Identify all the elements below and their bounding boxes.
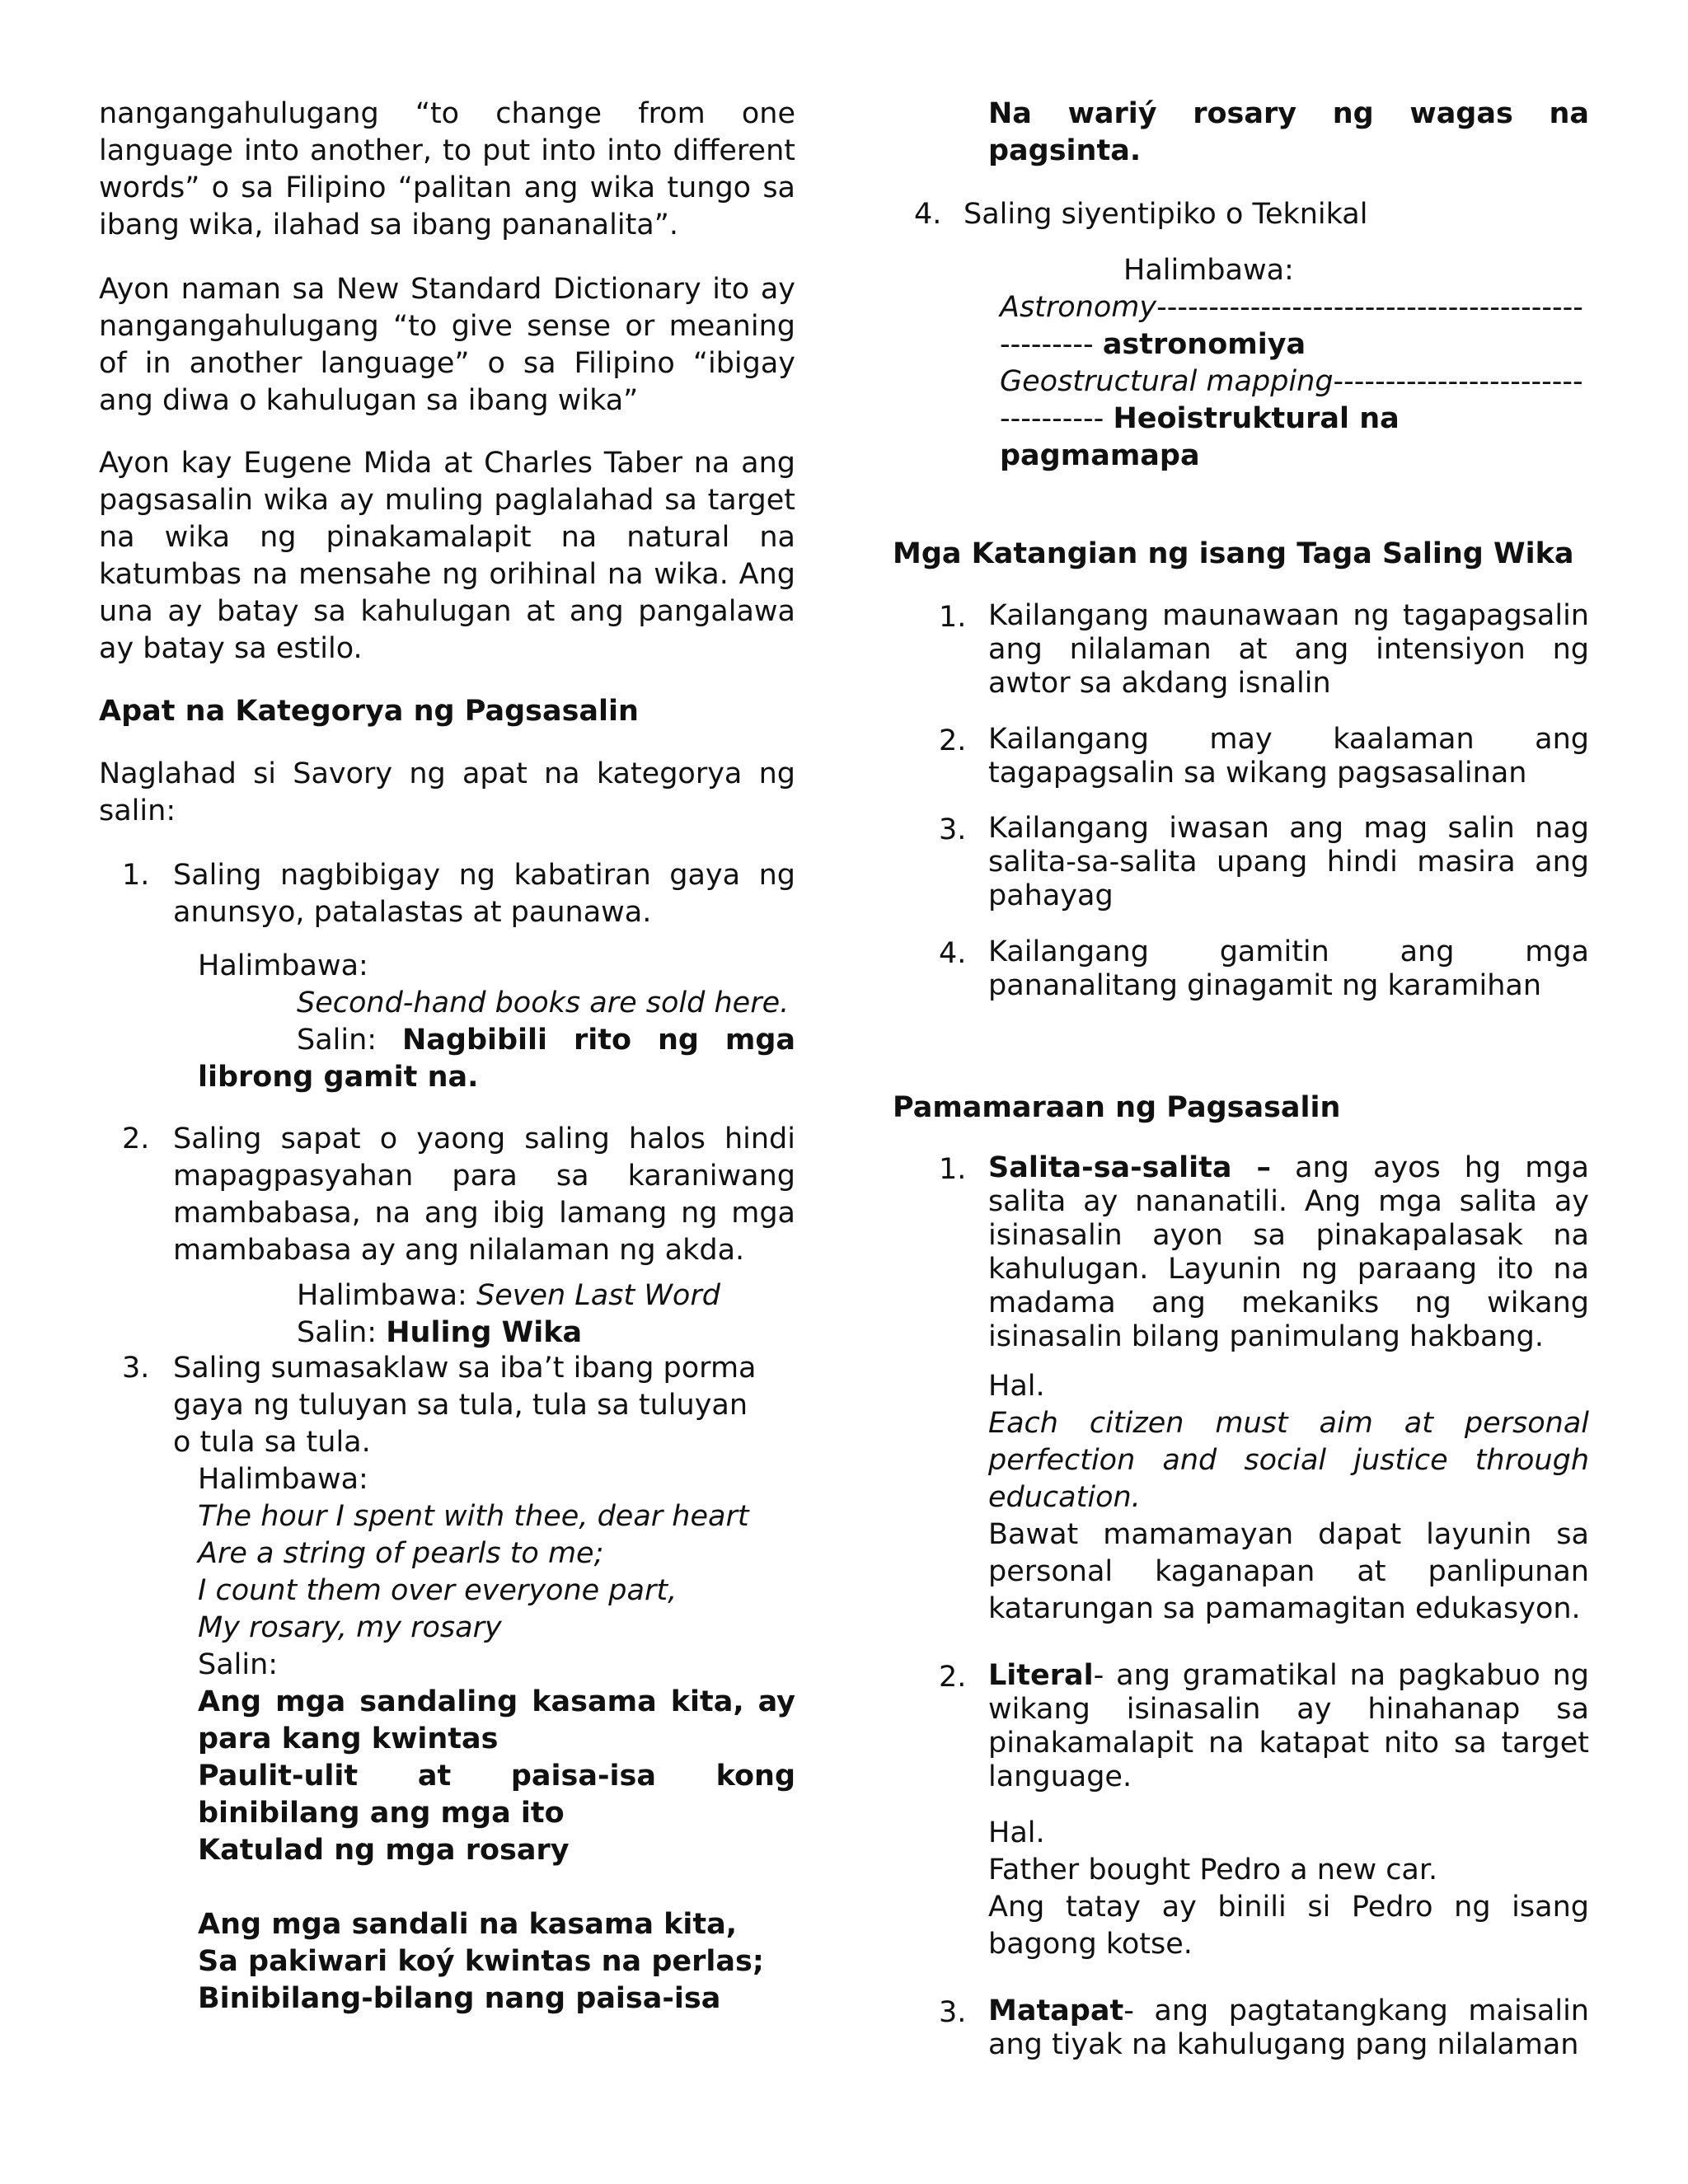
category-item-4 [893, 196, 1589, 233]
paragraph-nida-taber: Ayon kay Eugene Mida at Charles Taber na ang pagsasalin wika ay muling paglalahad sa target na wika ng pinakamalapit na natural na katumbas na mensahe ng orihinal na wika. Ang una ay batay sa kahulugan at ang pangalawa ay batay sa estilo. [99, 447, 795, 665]
method-item-3 [893, 1994, 1589, 2062]
list-number: 2. [939, 1661, 967, 1694]
example-label: Halimbawa: [1123, 254, 1294, 287]
list-number: 3. [939, 1996, 967, 2029]
translation-line: Paulit-ulit at paisa-isa kong binibilang ang mga ito [198, 1760, 795, 1830]
list-item-text: Kailangang gamitin ang mga pananalitang ginagamit ng karamihan [988, 935, 1589, 1002]
translation-line: Ang mga sandali na kasama kita, [198, 1908, 738, 1941]
salin-label: Salin: [198, 1648, 279, 1681]
example-label: Halimbawa: [198, 949, 368, 982]
method-example-2 [988, 1815, 1589, 1963]
poem-line: I count them over everyone part, [198, 1574, 678, 1607]
heading-katangian: Mga Katangian ng isang Taga Saling Wika [893, 537, 1574, 570]
list-number: 1. [122, 859, 150, 892]
list-item-text: Kailangang iwasan ang mag salin nag salita-sa-salita upang hindi masira ang pahayag [988, 812, 1589, 912]
list-number: 2. [939, 724, 967, 757]
example-translation: Ang tatay ay binili si Pedro ng isang bagong kotse. [988, 1891, 1589, 1961]
method-item-2 [893, 1659, 1589, 1794]
list-item-text [988, 1151, 1589, 1354]
example-block-1 [198, 948, 795, 1096]
katangian-item-1 [893, 599, 1589, 701]
translation-line: Ang mga sandaling kasama kita, ay para kang kwintas [198, 1685, 795, 1755]
method-term: Matapat [988, 1994, 1124, 2027]
tagalog-term: astronomiya [1102, 328, 1306, 361]
tagalog-term: Heoistruktural na pagmamapa [1000, 402, 1400, 472]
translation-line: Katulad ng mga rosary [198, 1834, 570, 1867]
salin-text: Huling Wika [386, 1316, 583, 1349]
category-item-2 [99, 1121, 795, 1269]
list-number: 3. [122, 1352, 150, 1385]
list-number: 1. [939, 601, 967, 634]
poem-line: My rosary, my rosary [198, 1611, 502, 1644]
poem-line: The hour I spent with thee, dear heart [198, 1500, 749, 1533]
list-item-text: Kailangang maunawaan ng tagapagsalin ang nilalaman at ang intensiyon ng awtor sa akdang isnalin [988, 599, 1589, 700]
list-item-text: Saling sapat o yaong saling halos hindi mapagpasyahan para sa karaniwang mambabasa, na ang ibig lamang ng mga mambabasa ay ang nilalaman ng akda. [173, 1122, 795, 1267]
hal-label: Hal. [988, 1816, 1045, 1849]
dash-leader: -------------------------------------------------- [1000, 291, 1583, 361]
stanza-gap [198, 1869, 795, 1906]
example-english: Second-hand books are sold here. [297, 987, 790, 1019]
list-number: 4. [914, 198, 942, 231]
list-item-text: Saling sumasaklaw sa iba’t ibang porma gaya ng tuluyan sa tula, tula sa tuluyan o tula sa tula. [173, 1352, 757, 1459]
example-block-4 [1000, 252, 1589, 475]
list-number: 4. [939, 937, 967, 970]
katangian-item-2 [893, 723, 1589, 790]
category-item-1 [99, 857, 795, 931]
translation-line: Sa pakiwari koý kwintas na perlas; [198, 1945, 764, 1978]
list-item-text [988, 1659, 1589, 1794]
paragraph-savory-intro: Naglahad si Savory ng apat na kategorya ng salin: [99, 757, 795, 827]
method-item-1 [893, 1151, 1589, 1354]
salin-label: Salin: [297, 1316, 377, 1349]
paragraph-definition-1: nangangahulugang “to change from one language into another, to put into into different words” o sa Filipino “palitan ang wika tungo sa ibang wika, ilahad sa ibang pananalita”. [99, 97, 795, 241]
english-term: Astronomy [1000, 291, 1157, 324]
example-english: Seven Last Word [476, 1279, 720, 1312]
salin-label: Salin: [297, 1024, 377, 1057]
katangian-item-4 [893, 935, 1589, 1003]
example-english: Father bought Pedro a new car. [988, 1854, 1438, 1886]
hal-label: Hal. [988, 1370, 1045, 1403]
katangian-item-3 [893, 812, 1589, 913]
list-number: 3. [939, 813, 967, 846]
salin-text: Nagbibili rito ng mga librong gamit na. [198, 1024, 795, 1094]
list-item-text: Kailangang may kaalaman ang tagapagsalin sa wikang pagsasalinan [988, 723, 1589, 790]
list-item-text: Saling nagbibigay ng kabatiran gaya ng anunsyo, patalastas at paunawa. [173, 859, 795, 929]
example-line [297, 1277, 795, 1315]
example-term-2 [1000, 363, 1589, 475]
example-translation [297, 1315, 795, 1352]
list-item-text: Saling siyentipiko o Teknikal [964, 198, 1368, 231]
dash-leader: ---------------------------------- [1000, 365, 1583, 435]
poem-line: Are a string of pearls to me; [198, 1537, 604, 1570]
paragraph-definition-2: Ayon naman sa New Standard Dictionary ito ay nangangahulugang “to give sense or meaning of in another language” o sa Filipino “ibigay ang diwa o kahulugan sa ibang wika” [99, 273, 795, 417]
english-term: Geostructural mapping [1000, 365, 1334, 398]
example-translation [198, 1022, 795, 1096]
list-number: 1. [939, 1153, 967, 1186]
method-description: ang ayos hg mga salita ay nananatili. Ang mga salita ay isinasalin ayon sa pinakapalasak na kahulugan. Layunin ng paraang ito na madama ang mekaniks ng wikang isinasalin bilang panimulang hakbang. [988, 1151, 1589, 1353]
list-number: 2. [122, 1122, 150, 1155]
list-item-text [988, 1994, 1589, 2062]
method-term: Literal [988, 1659, 1094, 1692]
example-translation: Bawat mamamayan dapat layunin sa personal kaganapan at panlipunan katarungan sa pamamagitan edukasyon. [988, 1518, 1589, 1625]
example-block-3 [198, 1461, 795, 2018]
heading-apat-na-kategorya: Apat na Kategorya ng Pagsasalin [99, 695, 639, 728]
example-label: Halimbawa: [297, 1279, 467, 1312]
example-label: Halimbawa: [198, 1463, 368, 1496]
method-description: - ang gramatikal na pagkabuo ng wikang isinasalin ay hinahanap sa pinakamalapit na katapat nito sa target language. [988, 1659, 1589, 1793]
translation-line: Binibilang-bilang nang paisa-isa [198, 1982, 721, 2015]
method-term: Salita-sa-salita – [988, 1151, 1272, 1184]
heading-pamamaraan: Pamamaraan ng Pagsasalin [893, 1091, 1341, 1124]
method-example-1 [988, 1368, 1589, 1628]
example-english: Each citizen must aim at personal perfection and social justice through education. [988, 1407, 1589, 1514]
method-description: - ang pagtatangkang maisalin ang tiyak na kahulugang pang nilalaman [988, 1994, 1589, 2061]
translation-continuation: Na wariý rosary ng wagas na pagsinta. [988, 97, 1589, 167]
example-block-2 [297, 1277, 795, 1352]
example-term-1 [1000, 289, 1589, 363]
category-item-3 [99, 1350, 758, 1461]
